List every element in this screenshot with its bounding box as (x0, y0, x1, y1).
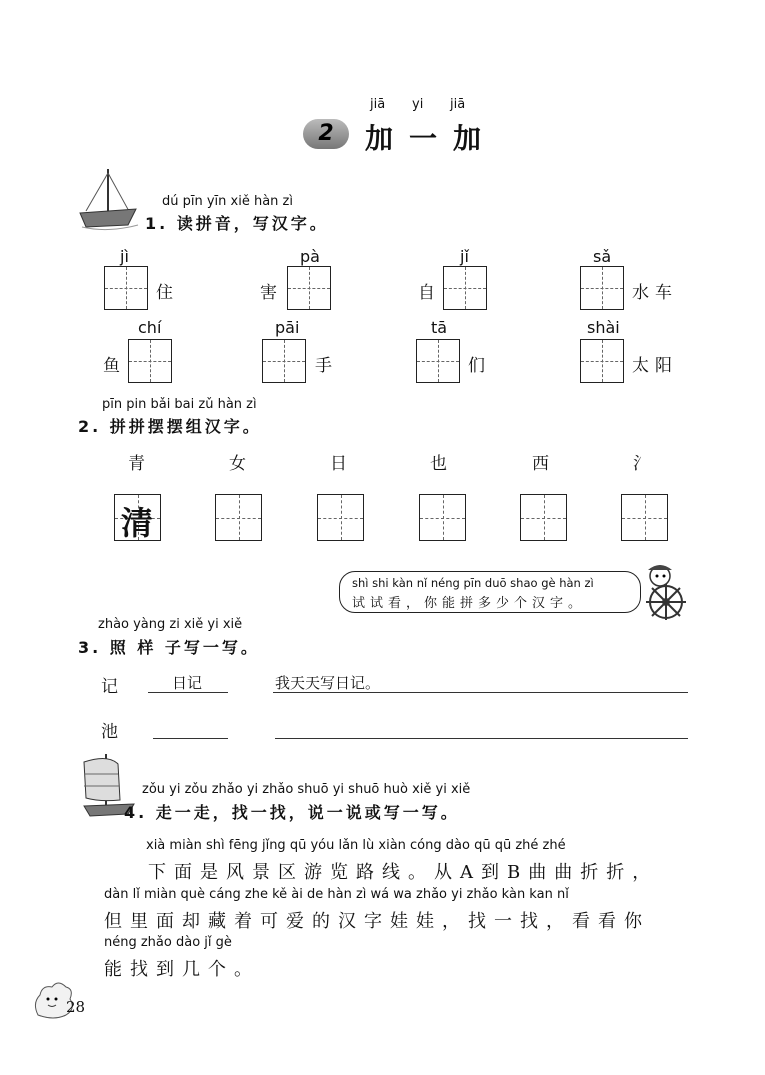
example-box (114, 494, 161, 541)
bubble-pinyin: shì shi kàn nǐ néng pīn duō shao gè hàn zì (352, 576, 594, 590)
component-char: 西 (532, 454, 555, 474)
char-before: 害 (260, 283, 283, 303)
passage-line-3: 能找到几个。 (104, 959, 260, 980)
section4-pinyin: zǒu yi zǒu zhǎo yi zhǎo shuō yi shuō huò xiě yi xiě (142, 782, 471, 797)
char-after: 们 (468, 356, 491, 376)
example-char: 清 (121, 504, 154, 542)
char-after: 手 (315, 356, 338, 376)
component-char: 青 (128, 454, 151, 474)
writing-box[interactable] (104, 266, 148, 310)
passage-pinyin-1: xià miàn shì fēng jǐng qū yóu lǎn lù xiàn cóng dào qū qū zhé zhé (146, 838, 566, 853)
writing-box[interactable] (128, 339, 172, 383)
title-pinyin-2: yi (412, 97, 424, 112)
title-pinyin-1: jiā (370, 97, 386, 112)
pinyin-sa3: sǎ (593, 247, 612, 266)
writing-box[interactable] (443, 266, 487, 310)
writing-box[interactable] (621, 494, 668, 541)
pinyin-shai4: shài (587, 318, 620, 337)
char-after: 住 (156, 283, 179, 303)
writing-box[interactable] (520, 494, 567, 541)
passage-line-1: 下面是风景区游览路线。从A到B曲曲折折， (148, 862, 659, 883)
pinyin-ji3: jǐ (460, 247, 469, 266)
writing-box[interactable] (215, 494, 262, 541)
writing-box[interactable] (416, 339, 460, 383)
passage-pinyin-2: dàn lǐ miàn què cáng zhe kě ài de hàn zì wá wa zhǎo yi zhǎo kàn kan nǐ (104, 887, 569, 902)
writing-box[interactable] (262, 339, 306, 383)
writing-box[interactable] (287, 266, 331, 310)
passage-line-2: 但里面却藏着可爱的汉字娃娃，找一找，看看你 (104, 911, 650, 932)
component-char: 女 (229, 454, 252, 474)
writing-box[interactable] (317, 494, 364, 541)
section1-title: 1. 读拼音，写汉字。 (145, 214, 329, 233)
speech-bubble (339, 571, 641, 613)
pinyin-ji4: jì (120, 247, 129, 266)
char-after: 水车 (632, 283, 678, 303)
title-pinyin-3: jiā (450, 97, 466, 112)
bubble-text: 试试看，你能拼多少个汉字。 (352, 596, 587, 611)
page-number: 28 (66, 998, 86, 1016)
char-after: 太阳 (632, 356, 678, 376)
example-char: 记 (101, 677, 124, 697)
writing-box[interactable] (580, 339, 624, 383)
component-char: 日 (330, 454, 353, 474)
target-char: 池 (101, 722, 124, 742)
pinyin-pa4: pà (300, 247, 320, 266)
example-word: 日记 (172, 674, 203, 692)
sailor-cartoon-icon (634, 560, 692, 620)
char-before: 鱼 (103, 356, 126, 376)
writing-box[interactable] (580, 266, 624, 310)
section3-title: 3. 照 样 子写一写。 (78, 638, 260, 657)
lesson-number: 2 (318, 121, 334, 146)
component-char: 也 (430, 454, 453, 474)
lesson-number-badge (303, 119, 349, 149)
pinyin-ta1: tā (431, 318, 448, 337)
section2-title: 2. 拼拼摆摆组汉字。 (78, 417, 262, 436)
section2-pinyin: pīn pin bǎi bai zǔ hàn zì (102, 397, 257, 412)
pinyin-pai1: pāi (275, 318, 300, 337)
pinyin-chi2: chí (138, 318, 162, 337)
component-char: 氵 (633, 454, 656, 474)
example-sentence: 我天天写日记。 (275, 674, 381, 692)
word-line[interactable] (153, 738, 228, 739)
sailboat-icon (78, 165, 140, 233)
passage-pinyin-3: néng zhǎo dào jǐ gè (104, 935, 232, 950)
section4-title: 4. 走一走，找一找，说一说或写一写。 (124, 803, 460, 822)
section1-pinyin: dú pīn yīn xiě hàn zì (162, 194, 293, 209)
char-before: 自 (418, 283, 441, 303)
sentence-line[interactable] (275, 738, 688, 739)
page-title: 加一加 (365, 122, 498, 155)
section3-pinyin: zhào yàng zi xiě yi xiě (98, 617, 243, 632)
writing-box[interactable] (419, 494, 466, 541)
